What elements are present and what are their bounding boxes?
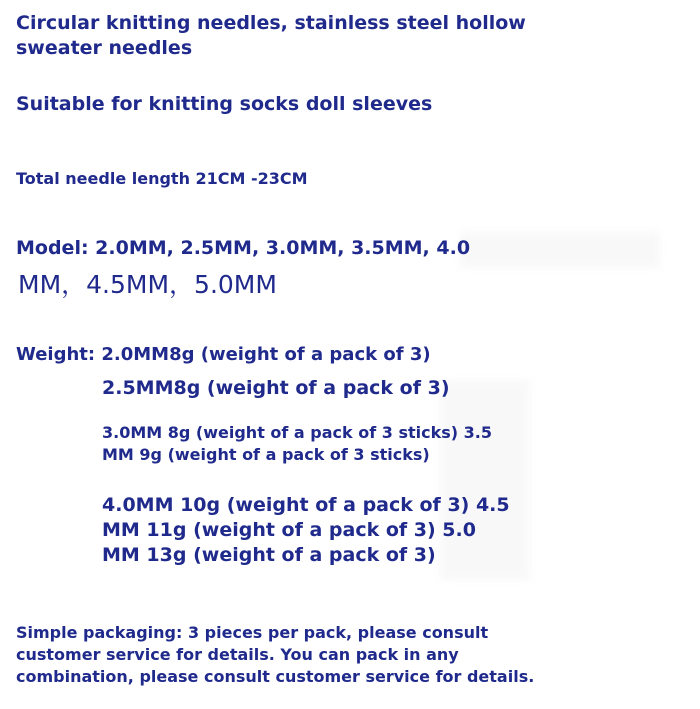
packaging-line-2: customer service for details. You can pack in any <box>16 645 459 664</box>
weight-line-7: MM 13g (weight of a pack of 3) <box>102 544 436 566</box>
title-line-1: Circular knitting needles, stainless steel hollow <box>16 12 526 34</box>
weight-line-4: MM 9g (weight of a pack of 3 sticks) <box>102 445 430 464</box>
suitable-text: Suitable for knitting socks doll sleeves <box>16 93 433 115</box>
weight-line-6: MM 11g (weight of a pack of 3) 5.0 <box>102 519 476 541</box>
weight-line-2: 2.5MM8g (weight of a pack of 3) <box>102 377 450 399</box>
packaging-line-3: combination, please consult customer service for details. <box>16 667 535 686</box>
title-line-2: sweater needles <box>16 37 193 59</box>
background-ghost-1 <box>460 232 660 268</box>
packaging-line-1: Simple packaging: 3 pieces per pack, please consult <box>16 623 489 642</box>
weight-line-5: 4.0MM 10g (weight of a pack of 3) 4.5 <box>102 494 510 516</box>
weight-line-3: 3.0MM 8g (weight of a pack of 3 sticks) 3.5 <box>102 423 492 442</box>
background-ghost-2 <box>440 380 530 580</box>
model-line-2: MM，4.5MM，5.0MM <box>18 270 277 299</box>
length-text: Total needle length 21CM -23CM <box>16 169 308 188</box>
model-line-1: Model: 2.0MM, 2.5MM, 3.0MM, 3.5MM, 4.0 <box>16 237 471 259</box>
weight-line-1: Weight: 2.0MM8g (weight of a pack of 3) <box>16 344 431 365</box>
